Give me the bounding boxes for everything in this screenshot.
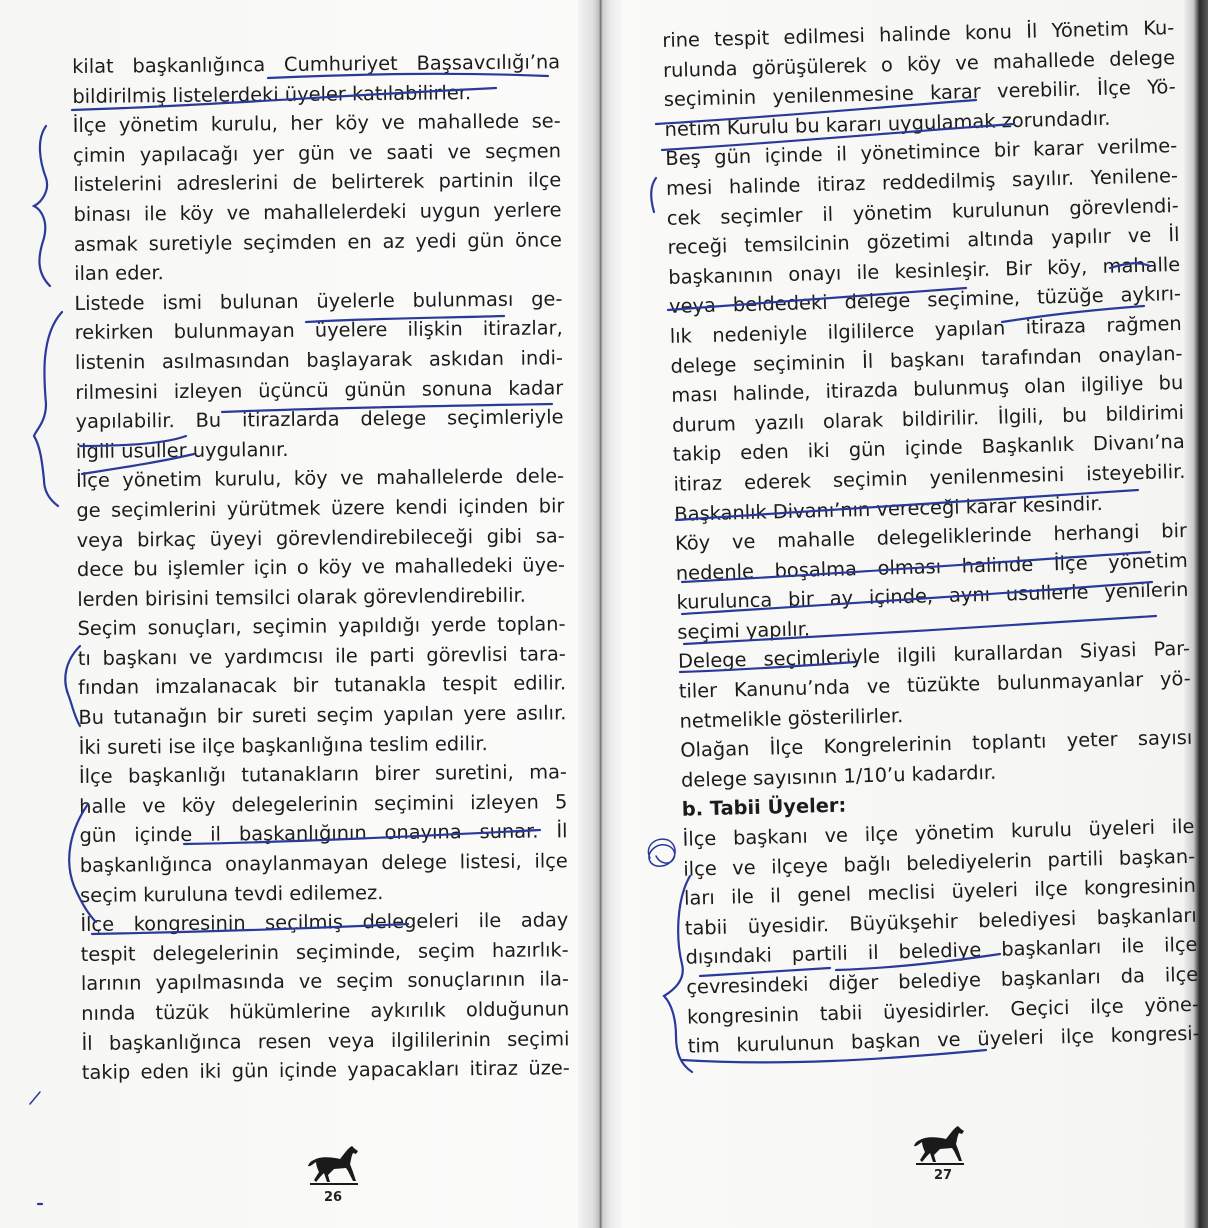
text-line: İlçe yönetim kurulu, köy ve mahallelerde dele- — [76, 464, 565, 493]
text-line: ması halinde, itirazda bulunmuş olan ilgiliye bu — [671, 371, 1184, 408]
text-line: durum yazılı olarak bildirilir. İlgili, bu bildirimi — [671, 400, 1185, 437]
text-line: İlçe yönetim kurulu, her köy ve mahallede se- — [72, 109, 561, 138]
text-line: rine tespit edilmesi halinde konu İl Yönetim Ku- — [662, 16, 1175, 52]
text-line: tabii üyesidir. Büyükşehir belediyesi başkanları — [684, 903, 1197, 940]
paragraph — [73, 107, 563, 289]
text-line: İlçe başkanı ve ilçe yönetim kurulu üyeleri ile — [682, 814, 1195, 851]
left-page — [0, 0, 580, 1228]
text-line: kilat başkanlığınca Cumhuriyet Başsavcılığı’na — [72, 50, 561, 78]
text-line: Köy ve mahalle delegeliklerinde herhangi bir — [674, 518, 1188, 555]
text-line: delege seçiminin İl başkanı tarafından onaylan- — [670, 341, 1183, 378]
right-page-text — [662, 13, 1200, 1061]
text-line: cek seçimler il yönetim kurulunun görevlendi- — [666, 193, 1179, 230]
text-line: halle ve köy delegelerinin seçimini izleyen 5 — [79, 790, 568, 818]
text-line: larının yapılmasında ve seçim sonuçlarının ila- — [80, 967, 570, 996]
text-line: delege sayısının 1/10’u kadardır. — [680, 760, 997, 792]
text-line: Delege seçimleriyle ilgili kurallardan Siyasi Par- — [677, 637, 1191, 674]
text-line: tiler Kanunu’nda ve tüzükte bulunmayanlar yö- — [678, 666, 1191, 703]
text-line: lerden birisini temsilci olarak görevlendirebilir. — [77, 583, 526, 611]
text-line: tim kurulunun başkan ve üyeleri ilçe kongresi- — [687, 1021, 1200, 1058]
text-line: listenin asılmasından başlayarak askıdan indi- — [74, 346, 564, 374]
page-number: 26 — [324, 1190, 343, 1205]
text-line: çimin yapılacağı yer gün ve saati ve seçmen — [72, 139, 562, 167]
text-line: ge seçimlerini yürütmek üzere kendi içinden bir — [76, 494, 565, 522]
text-line: tı başkanı ve yardımcısı ile parti görevlisi tara- — [77, 642, 566, 670]
paragraph — [678, 634, 1192, 736]
text-line: netmelikle gösterilirler. — [679, 703, 904, 733]
paragraph — [80, 905, 570, 1087]
text-line: Beş gün içinde il yönetimince bir karar verilme- — [665, 134, 1178, 171]
text-line: rilmesini izleyen üçüncü günün sonuna kadar — [75, 375, 564, 404]
text-line: başkanlığınca onaylanmayan delege listesi, ilçe — [79, 849, 568, 877]
text-line: dışındaki partili il belediye başkanları ile ilçe — [685, 933, 1198, 970]
text-line: kongresinin tabii üyesidirler. Geçici ilçe yöne- — [686, 992, 1200, 1029]
text-line: veya beldedeki delege seçimine, tüzüğe aykırı- — [668, 282, 1182, 319]
paragraph — [74, 284, 564, 466]
text-line: seçimi yapılır. — [677, 617, 811, 644]
text-line: ilçe ve ilçeye bağlı belediyelerin partili başkan- — [683, 844, 1196, 881]
text-line: mesi halinde itiraz reddedilmiş sayılır. Yenilene- — [665, 163, 1179, 200]
text-line: Olağan İlçe Kongrelerinin toplantı yeter sayısı — [680, 726, 1193, 763]
text-line: Seçim sonuçları, seçimin yapıldığı yerde toplan- — [77, 612, 566, 641]
section-heading-text: b. Tabii Üyeler: — [681, 794, 847, 822]
paragraph — [79, 758, 568, 911]
text-line: İki sureti ise ilçe başkanlığına teslim edilir. — [78, 731, 488, 759]
paragraph — [682, 812, 1200, 1062]
text-line: ları ile il genel meclisi üyeleri ilçe kongresinin — [683, 873, 1197, 910]
horse-icon — [306, 1142, 362, 1186]
text-line: Bu tutanağın bir sureti seçim yapılan yere asılır. — [78, 701, 567, 730]
text-line: seçim kuruluna tevdi edilemez. — [79, 880, 384, 907]
text-line: seçiminin yenilenmesine karar verebilir. İlçe Yö- — [663, 75, 1176, 112]
text-line: rulunda görüşülerek o köy ve mahallede delege — [662, 45, 1176, 82]
paragraph — [76, 462, 565, 615]
text-line: İl başkanlığınca resen veya ilgililerinin seçimi — [81, 1026, 570, 1055]
text-line: tespit delegelerinin seçiminde, seçim hazırlık- — [80, 938, 569, 966]
text-line: fından imzalanacak bir tutanakla tespit edilir. — [77, 671, 567, 700]
text-line: itiraz ederek seçimin yenilenmesini isteyebilir. — [673, 459, 1186, 496]
left-page-text — [72, 47, 570, 1087]
text-line: asmak suretiyle seçimden en az yedi gün önce — [73, 227, 562, 256]
text-line: nedenle boşalma olması halinde İlçe yönetim — [675, 548, 1188, 585]
text-line: listelerini adreslerini de belirterek partinin ilçe — [73, 168, 562, 197]
text-line: netim Kurulu bu kararı uygulamak zorundadır. — [664, 106, 1111, 141]
text-line: rekirken bulunmayan üyelere ilişkin itirazlar, — [74, 316, 563, 345]
right-page — [622, 0, 1200, 1228]
text-line: binası ile köy ve mahallelerdeki uygun yerlere — [73, 198, 562, 226]
text-line: Listede ismi bulunan üyelerle bulunması ge- — [74, 287, 563, 315]
text-line: çevresindeki diğer belediye başkanları da ilçe — [686, 962, 1199, 999]
text-line: takip eden iki gün içinde Başkanlık Divanı’na — [672, 430, 1185, 467]
book-gutter — [578, 0, 622, 1228]
paragraph — [675, 516, 1190, 647]
text-line: Başkanlık Divanı’nın vereceği karar kesindir. — [674, 491, 1104, 526]
paragraph — [665, 131, 1187, 529]
text-line: takip eden iki gün içinde yapacakları itiraz üze- — [81, 1056, 570, 1085]
text-line: gün içinde il başkanlığının onayına sunar. İl — [79, 819, 568, 848]
text-line: kurulunca bir ay içinde, aynı usullerle yenilerin — [676, 578, 1189, 615]
horse-icon — [912, 1122, 968, 1166]
text-line: nında tüzük hükümlerine aykırılık olduğunun — [81, 997, 570, 1025]
text-line: veya birkaç üyeyi görevlendirebileceği gibi sa- — [76, 523, 565, 552]
paragraph — [77, 610, 566, 763]
text-line: İlçe kongresinin seçilmiş delegeleri ile aday — [80, 908, 569, 937]
text-line: bildirilmiş listelerdeki üyeler katılabilirler. — [72, 80, 472, 108]
paragraph — [662, 13, 1177, 144]
text-line: receği temsilcinin gözetimi altında yapılır ve İl — [667, 223, 1180, 260]
text-line: başkanının onayı ile kesinleşir. Bir köy, mahalle — [668, 252, 1181, 289]
text-line: İlçe başkanlığı tutanakların birer suretini, ma- — [78, 760, 568, 789]
page-number: 27 — [934, 1168, 953, 1183]
text-line: lık nedeniyle ilgililerce yapılan itiraza rağmen — [669, 311, 1182, 348]
text-line: dece bu işlemler için o köy ve mahalledeki üye- — [76, 553, 566, 582]
text-line: ilgili usuller uygulanır. — [75, 437, 289, 463]
text-line: yapılabilir. Bu itirazlarda delege seçimleriyle — [75, 405, 564, 434]
paragraph — [72, 47, 561, 111]
text-line: ilan eder. — [74, 261, 164, 286]
